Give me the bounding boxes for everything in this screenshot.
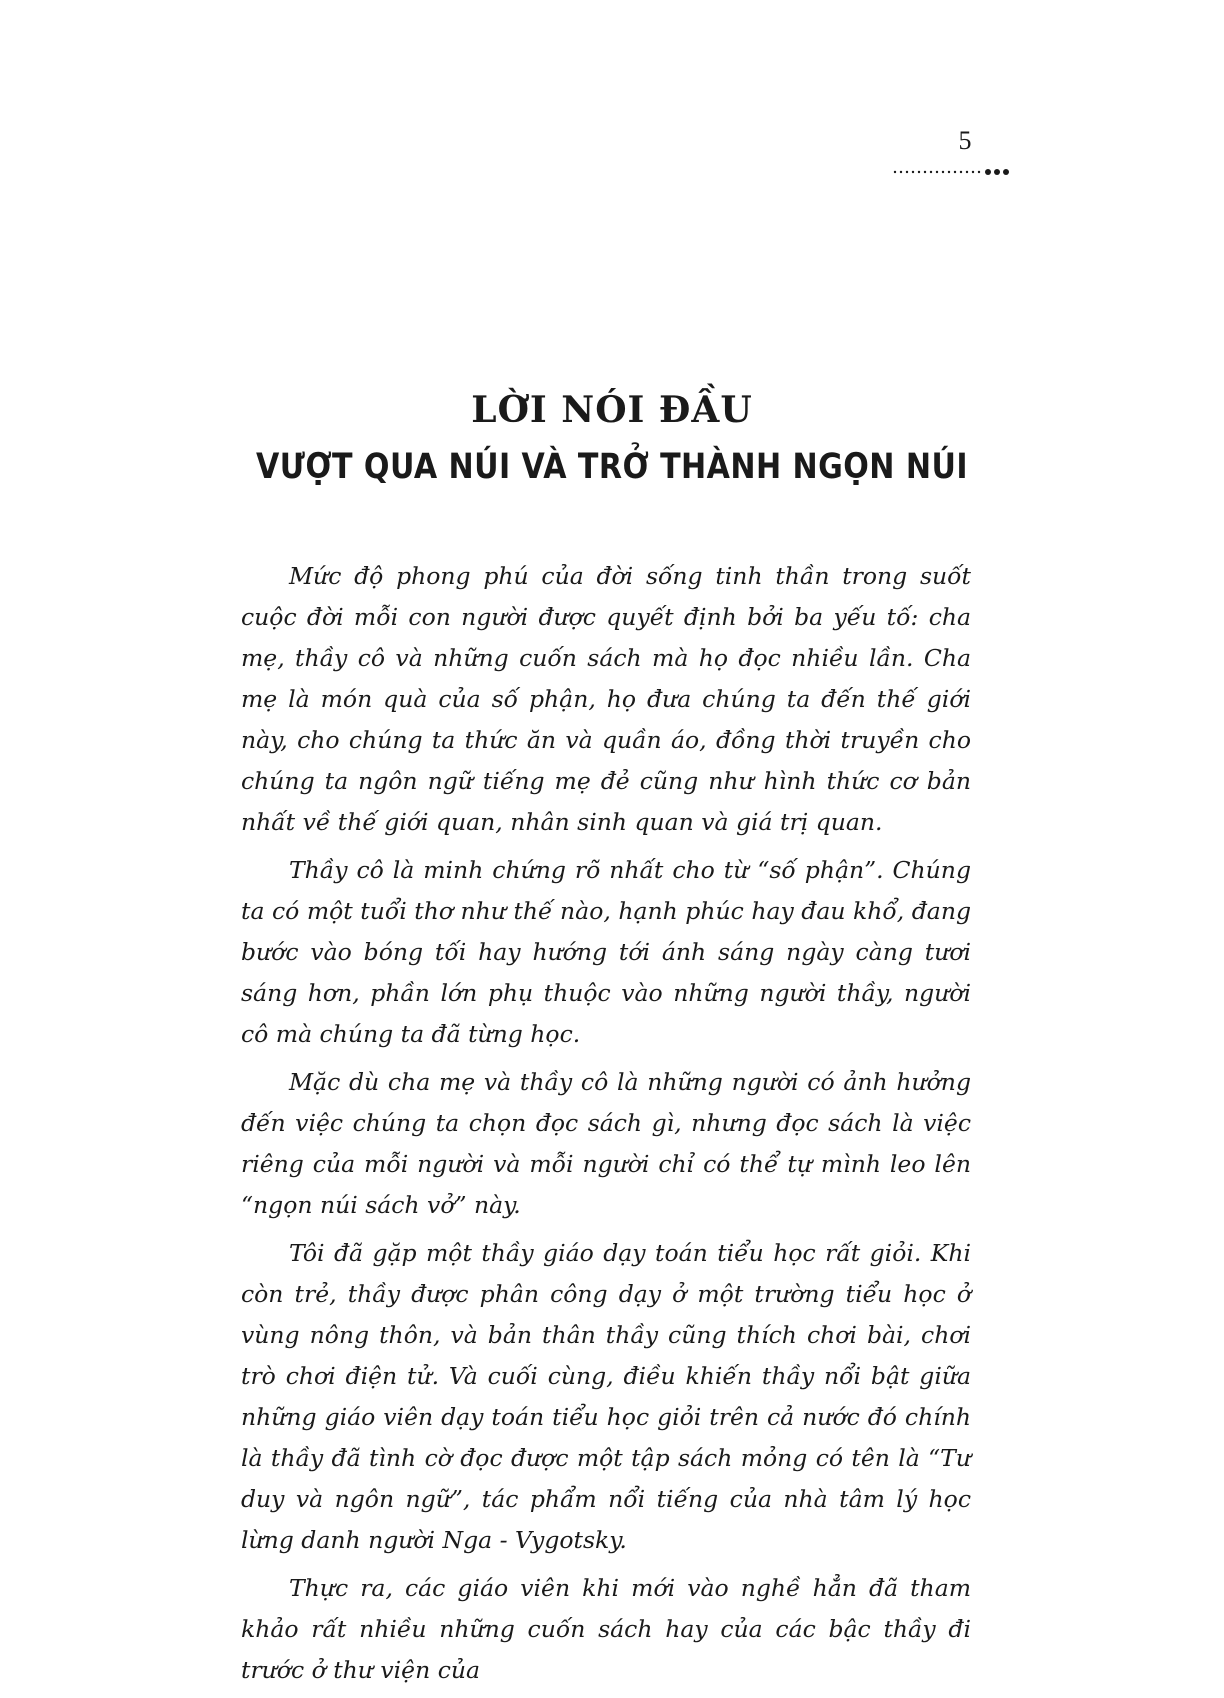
- paragraph-3: Mặc dù cha mẹ và thầy cô là những người có ảnh hưởng đến việc chúng ta chọn đọc sách gì, nhưng đọc sách là việc riêng của mỗi người và mỗi người chỉ có thể tự mình leo lên “ngọn núi sách vở” này.: [241, 1068, 971, 1219]
- preface-heading: LỜI NÓI ĐẦU: [471, 389, 753, 431]
- paragraph-1: Mức độ phong phú của đời sống tinh thần trong suốt cuộc đời mỗi con người được quyết định bởi ba yếu tố: cha mẹ, thầy cô và những cuốn sách mà họ đọc nhiều lần. Cha mẹ là món quà của số phận, họ đưa chúng ta đến thế giới này, cho chúng ta thức ăn và quần áo, đồng thời truyền cho chúng ta ngôn ngữ tiếng mẹ đẻ cũng như hình thức cơ bản nhất về thế giới quan, nhân sinh quan và giá trị quan.: [241, 562, 971, 836]
- preface-body: [241, 556, 971, 1698]
- page-number: 5: [958, 126, 972, 155]
- paragraph-2: Thầy cô là minh chứng rõ nhất cho từ “số phận”. Chúng ta có một tuổi thơ như thế nào, hạnh phúc hay đau khổ, đang bước vào bóng tối hay hướng tới ánh sáng ngày càng tươi sáng hơn, phần lớn phụ thuộc vào những người thầy, người cô mà chúng ta đã từng học.: [241, 856, 971, 1048]
- paragraph-4: Tôi đã gặp một thầy giáo dạy toán tiểu học rất giỏi. Khi còn trẻ, thầy được phân công dạy ở một trường tiểu học ở vùng nông thôn, và bản thân thầy cũng thích chơi bài, chơi trò chơi điện tử. Và cuối cùng, điều khiến thầy nổi bật giữa những giáo viên dạy toán tiểu học giỏi trên cả nước đó chính là thầy đã tình cờ đọc được một tập sách mỏng có tên là “Tư duy và ngôn ngữ”, tác phẩm nổi tiếng của nhà tâm lý học lừng danh người Nga - Vygotsky.: [241, 1239, 971, 1554]
- page-number-dots-ornament: [893, 166, 1013, 178]
- paragraph-5: Thực ra, các giáo viên khi mới vào nghề hẳn đã tham khảo rất nhiều những cuốn sách hay của các bậc thầy đi trước ở thư viện của: [241, 1574, 971, 1684]
- preface-title: VƯỢT QUA NÚI VÀ TRỞ THÀNH NGỌN NÚI: [256, 447, 968, 487]
